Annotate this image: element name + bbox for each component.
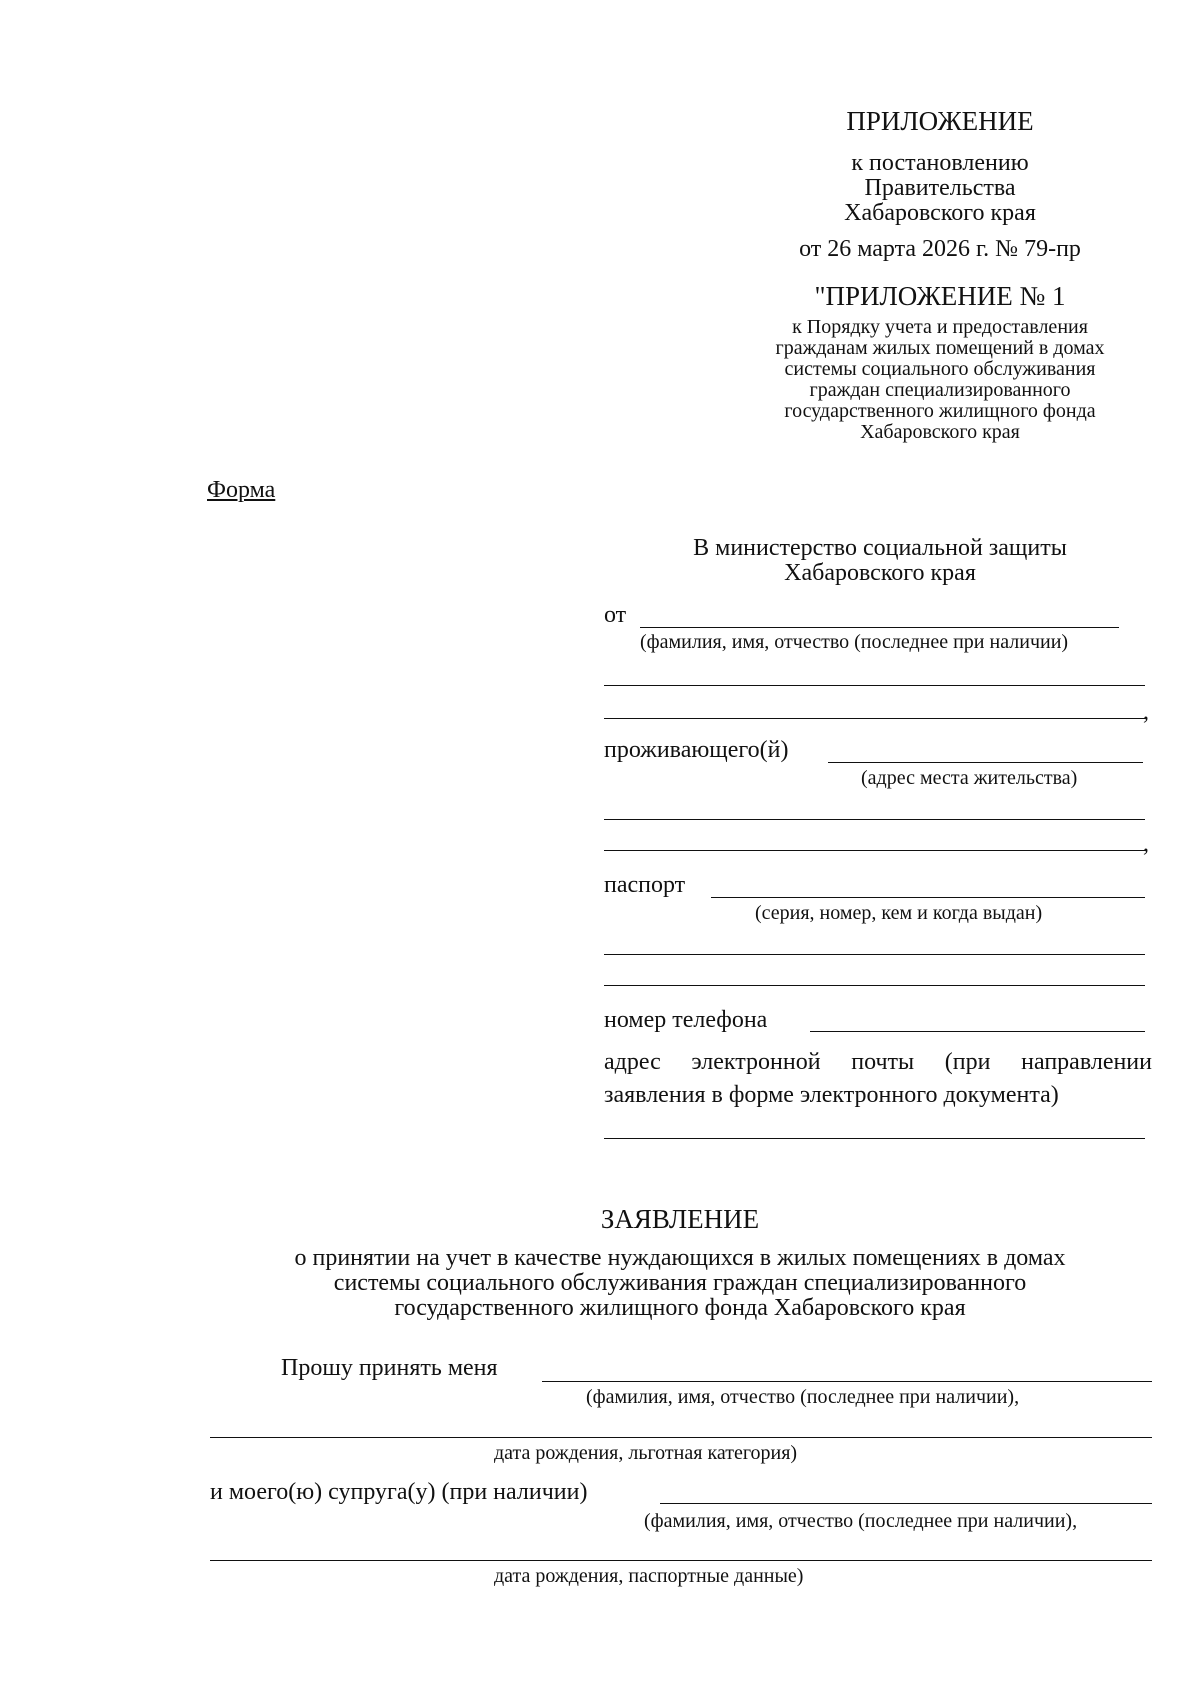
comma: , <box>1143 699 1149 725</box>
appendix1-line: системы социального обслуживания <box>784 358 1096 380</box>
request-caption-2: дата рождения, льготная категория) <box>494 1442 798 1464</box>
statement-subtitle-line: системы социального обслуживания граждан специализированного <box>333 1270 1027 1296</box>
statement-subtitle-line: государственного жилищного фонда Хабаровского края <box>394 1295 966 1321</box>
spouse-label: и моего(ю) супруга(у) (при наличии) <box>210 1479 588 1505</box>
residing-label: проживающего(й) <box>604 737 789 763</box>
appendix1-line: Хабаровского края <box>860 421 1020 443</box>
passport-caption: (серия, номер, кем и когда выдан) <box>755 902 1043 924</box>
addressee-line: Хабаровского края <box>784 560 976 586</box>
residing-caption: (адрес места жительства) <box>861 767 1078 789</box>
comma: , <box>1143 831 1149 857</box>
from-label: от <box>604 602 627 628</box>
from-field-line[interactable] <box>640 627 1119 628</box>
statement-subtitle <box>190 1246 1170 1321</box>
addressee-line: В министерство социальной защиты <box>693 535 1067 561</box>
appendix-title: ПРИЛОЖЕНИЕ <box>846 106 1034 136</box>
appendix1-title: "ПРИЛОЖЕНИЕ № 1 <box>814 281 1066 311</box>
request-field-line[interactable] <box>542 1381 1152 1382</box>
appendix1-line: граждан специализированного <box>809 379 1071 401</box>
appendix1-line: к Порядку учета и предоставления <box>792 316 1088 338</box>
resolution-line: Хабаровского края <box>844 200 1036 226</box>
statement-subtitle-line: о принятии на учет в качестве нуждающихся в жилых помещениях в домах <box>294 1245 1066 1271</box>
resolution-line: Правительства <box>864 175 1016 201</box>
form-label: Форма <box>207 477 276 503</box>
appendix1-line: государственного жилищного фонда <box>784 400 1096 422</box>
passport-field-line[interactable] <box>711 897 1145 898</box>
residing-field-line-2[interactable] <box>604 819 1145 820</box>
passport-field-line-3[interactable] <box>604 985 1145 986</box>
email-label-line: заявления в форме электронного документа) <box>604 1082 1059 1108</box>
resolution-date: от 26 марта 2026 г. № 79-пр <box>799 236 1081 262</box>
spouse-caption-1: (фамилия, имя, отчество (последнее при наличии), <box>644 1510 1078 1532</box>
phone-label: номер телефона <box>604 1007 768 1033</box>
request-label: Прошу принять меня <box>281 1355 498 1381</box>
statement-title: ЗАЯВЛЕНИЕ <box>600 1204 760 1234</box>
spouse-caption-2: дата рождения, паспортные данные) <box>494 1565 804 1587</box>
spouse-field-line[interactable] <box>660 1503 1152 1504</box>
email-label <box>604 1046 1152 1112</box>
request-caption-1: (фамилия, имя, отчество (последнее при наличии), <box>586 1386 1020 1408</box>
request-field-line-2[interactable] <box>210 1437 1152 1438</box>
residing-field-line[interactable] <box>828 762 1143 763</box>
email-label-line: адрес электронной почты (при направлении <box>604 1049 1152 1075</box>
resolution-block <box>750 151 1130 226</box>
from-field-line-2[interactable] <box>604 685 1145 686</box>
from-field-line-3[interactable] <box>604 718 1145 719</box>
resolution-line: к постановлению <box>851 150 1029 176</box>
passport-field-line-2[interactable] <box>604 954 1145 955</box>
appendix1-block <box>730 317 1150 443</box>
passport-label: паспорт <box>604 872 686 898</box>
addressee-block <box>620 536 1140 586</box>
spouse-field-line-2[interactable] <box>210 1560 1152 1561</box>
residing-field-line-3[interactable] <box>604 850 1145 851</box>
from-caption: (фамилия, имя, отчество (последнее при наличии) <box>640 631 1069 653</box>
appendix1-line: гражданам жилых помещений в домах <box>775 337 1105 359</box>
phone-field-line[interactable] <box>810 1031 1145 1032</box>
email-field-line[interactable] <box>604 1138 1145 1139</box>
